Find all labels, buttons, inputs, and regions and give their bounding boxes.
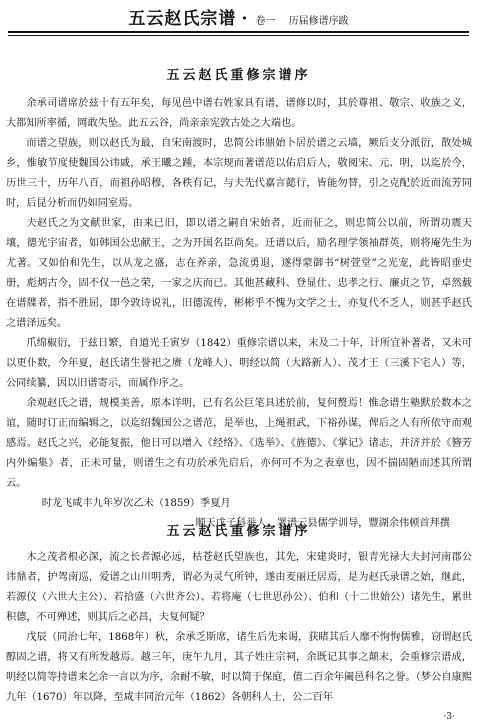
preface-1-date: 时龙飞咸丰九年岁次乙未（1859）季夏月 — [41, 498, 231, 509]
preface-1-paragraph: 爪绵椒衍，于兹日繁，自道光壬寅岁（1842）重修宗谱以来，末及二十年，计所宜补著者，又未可以更仆数，今年夏，赵氏诸生誉祀之赓（龙峰人）、明经以简（大路新人）、茂才王（三溪下宅人）等，公同续纂，因以旧谱寄示，而属作序之。 — [6, 338, 472, 389]
preface-1-paragraph: 余观赵氏之谱，规模美善，原本详明，已有名公巨笔具述於前，复何赘焉！惟念谱生塾默於数本之谊，随时订正而编辑之，以迄绍魏国公之谱范，是举也，上绳祖武，下裕孙谋，俾后之人有所依守而观感焉。赵氏之兴，必能复振，他日可以增入《经络》、《选举》、《旌德》、《掌记》诸志，并济并於《簪芳内外编集》者，正未可量，则谱生之有功於承先启后，亦何可不为之表章也，因不揣固陋而述其所谓云。 — [6, 398, 472, 489]
header-rule-thick — [8, 31, 469, 33]
preface-1-body — [6, 94, 472, 534]
header-book-title: 五云赵氏宗谱 — [128, 9, 237, 29]
running-header — [0, 4, 477, 28]
header-volume: 卷一 — [255, 16, 276, 27]
header-dot: · — [241, 9, 249, 29]
preface-1-paragraph: 余承司谱席於兹十有五年矣，每见邑中谱右姓家具有谱，谱修以时，其於尊祖、敬宗、收族之义，大都知所率循，岡敢失坠。此五云谷，尚亲亲宪敦古处之大端也。 — [6, 98, 472, 129]
preface-1-paragraph: 夫赵氏之为文献世家，由来已旧，即以谱之嗣自宋始者，近而征之，则忠简公以前，所谓功震天壤，德光宇宙者，如韩国公忠献王，之为开国名臣尚矣。迁谱以后，励名理学领袖群英，则将庵先生为尤著。又如伯和先生，以从龙之盛，志在养亲，急流勇退，遂得蒙御书“树萱堂”之光宠，此皆昭垂史册，彪炳古今，固不仅一邑之荣，一家之庆而已。其他甚藏科、登显仕、忠孝之行、廉贞之节，卓然载在谱牒者，指不胜屈，即今敦诗说礼，旧德流传，彬彬乎不愧为文学之士，亦复代不乏人，则甚乎赵氏之谱泽远矣。 — [6, 218, 472, 329]
preface-2-body — [6, 548, 472, 708]
header-rule-thin — [8, 35, 469, 36]
preface-2-title: 五云赵氏重修宗谱序 — [166, 524, 311, 539]
preface-2-paragraph: 木之茂者根必深，流之长者源必远，枯苍赵氏望族也，其先，宋建炎时，银青光禄大夫封河南郡公讳鼎者，护驾南巡，爱谱之山川明秀，谓必为灵气所钟，遂由麦丽迁居焉，是为赵氏录谱之始，继此，若源仪（六世大主公）、若拾盛（六世齐公）、若将庵（七世思孙公）、伯和（十二世始公）诸先生，累世积德，不可殚述，则其后之必昌，夫复何疑？ — [6, 552, 472, 623]
preface-1-title: 五云赵氏重修宗谱序 — [166, 68, 311, 83]
preface-1-paragraph: 而谱之望族，则以赵氏为最，自宋南渡时，忠简公讳鼎始卜居於谱之云墙，厥后支分派衍，散处城乡，惟敏节度使魏国公讳戚，承王曦之踵，本宗规而著谱范以佑启后人，敬阅宋、元、明，以迄於今，历世三十，历年八百，而祖孙昭穆，各秩有记，与夫先代嘉言懿行，皆能勿替，引之克配於近而流芳同时，后昆分析而仍如同室焉。 — [6, 138, 472, 209]
page-number: ·3· — [443, 712, 455, 722]
header-section: 历届修谱序跋 — [288, 16, 349, 27]
preface-2-paragraph: 戊辰（同治七年，1868年）秋，余承乏斯席，诸生后先来谒，获睹其后人靡不恂恂儒雅，窃谓赵氏醇固之谱，将又有所发越焉。越三年，庚午九月，其子姓庄宗祠，余既记其事之颠末，会重修宗谱成，明经以简等持谱来乞余一言以为序，余耐不敏，时以简于保庭，值二百余年阖邑科名之誉。（梦公自康熙九年（1670）年以降，至咸丰同治元年（1862）各朝科人士，公二百年 — [6, 632, 472, 703]
preface-1-signature: 顺天戊子科举人，署谱云县儒学训导，豐湖余伟顿首拜撰 — [195, 518, 450, 529]
